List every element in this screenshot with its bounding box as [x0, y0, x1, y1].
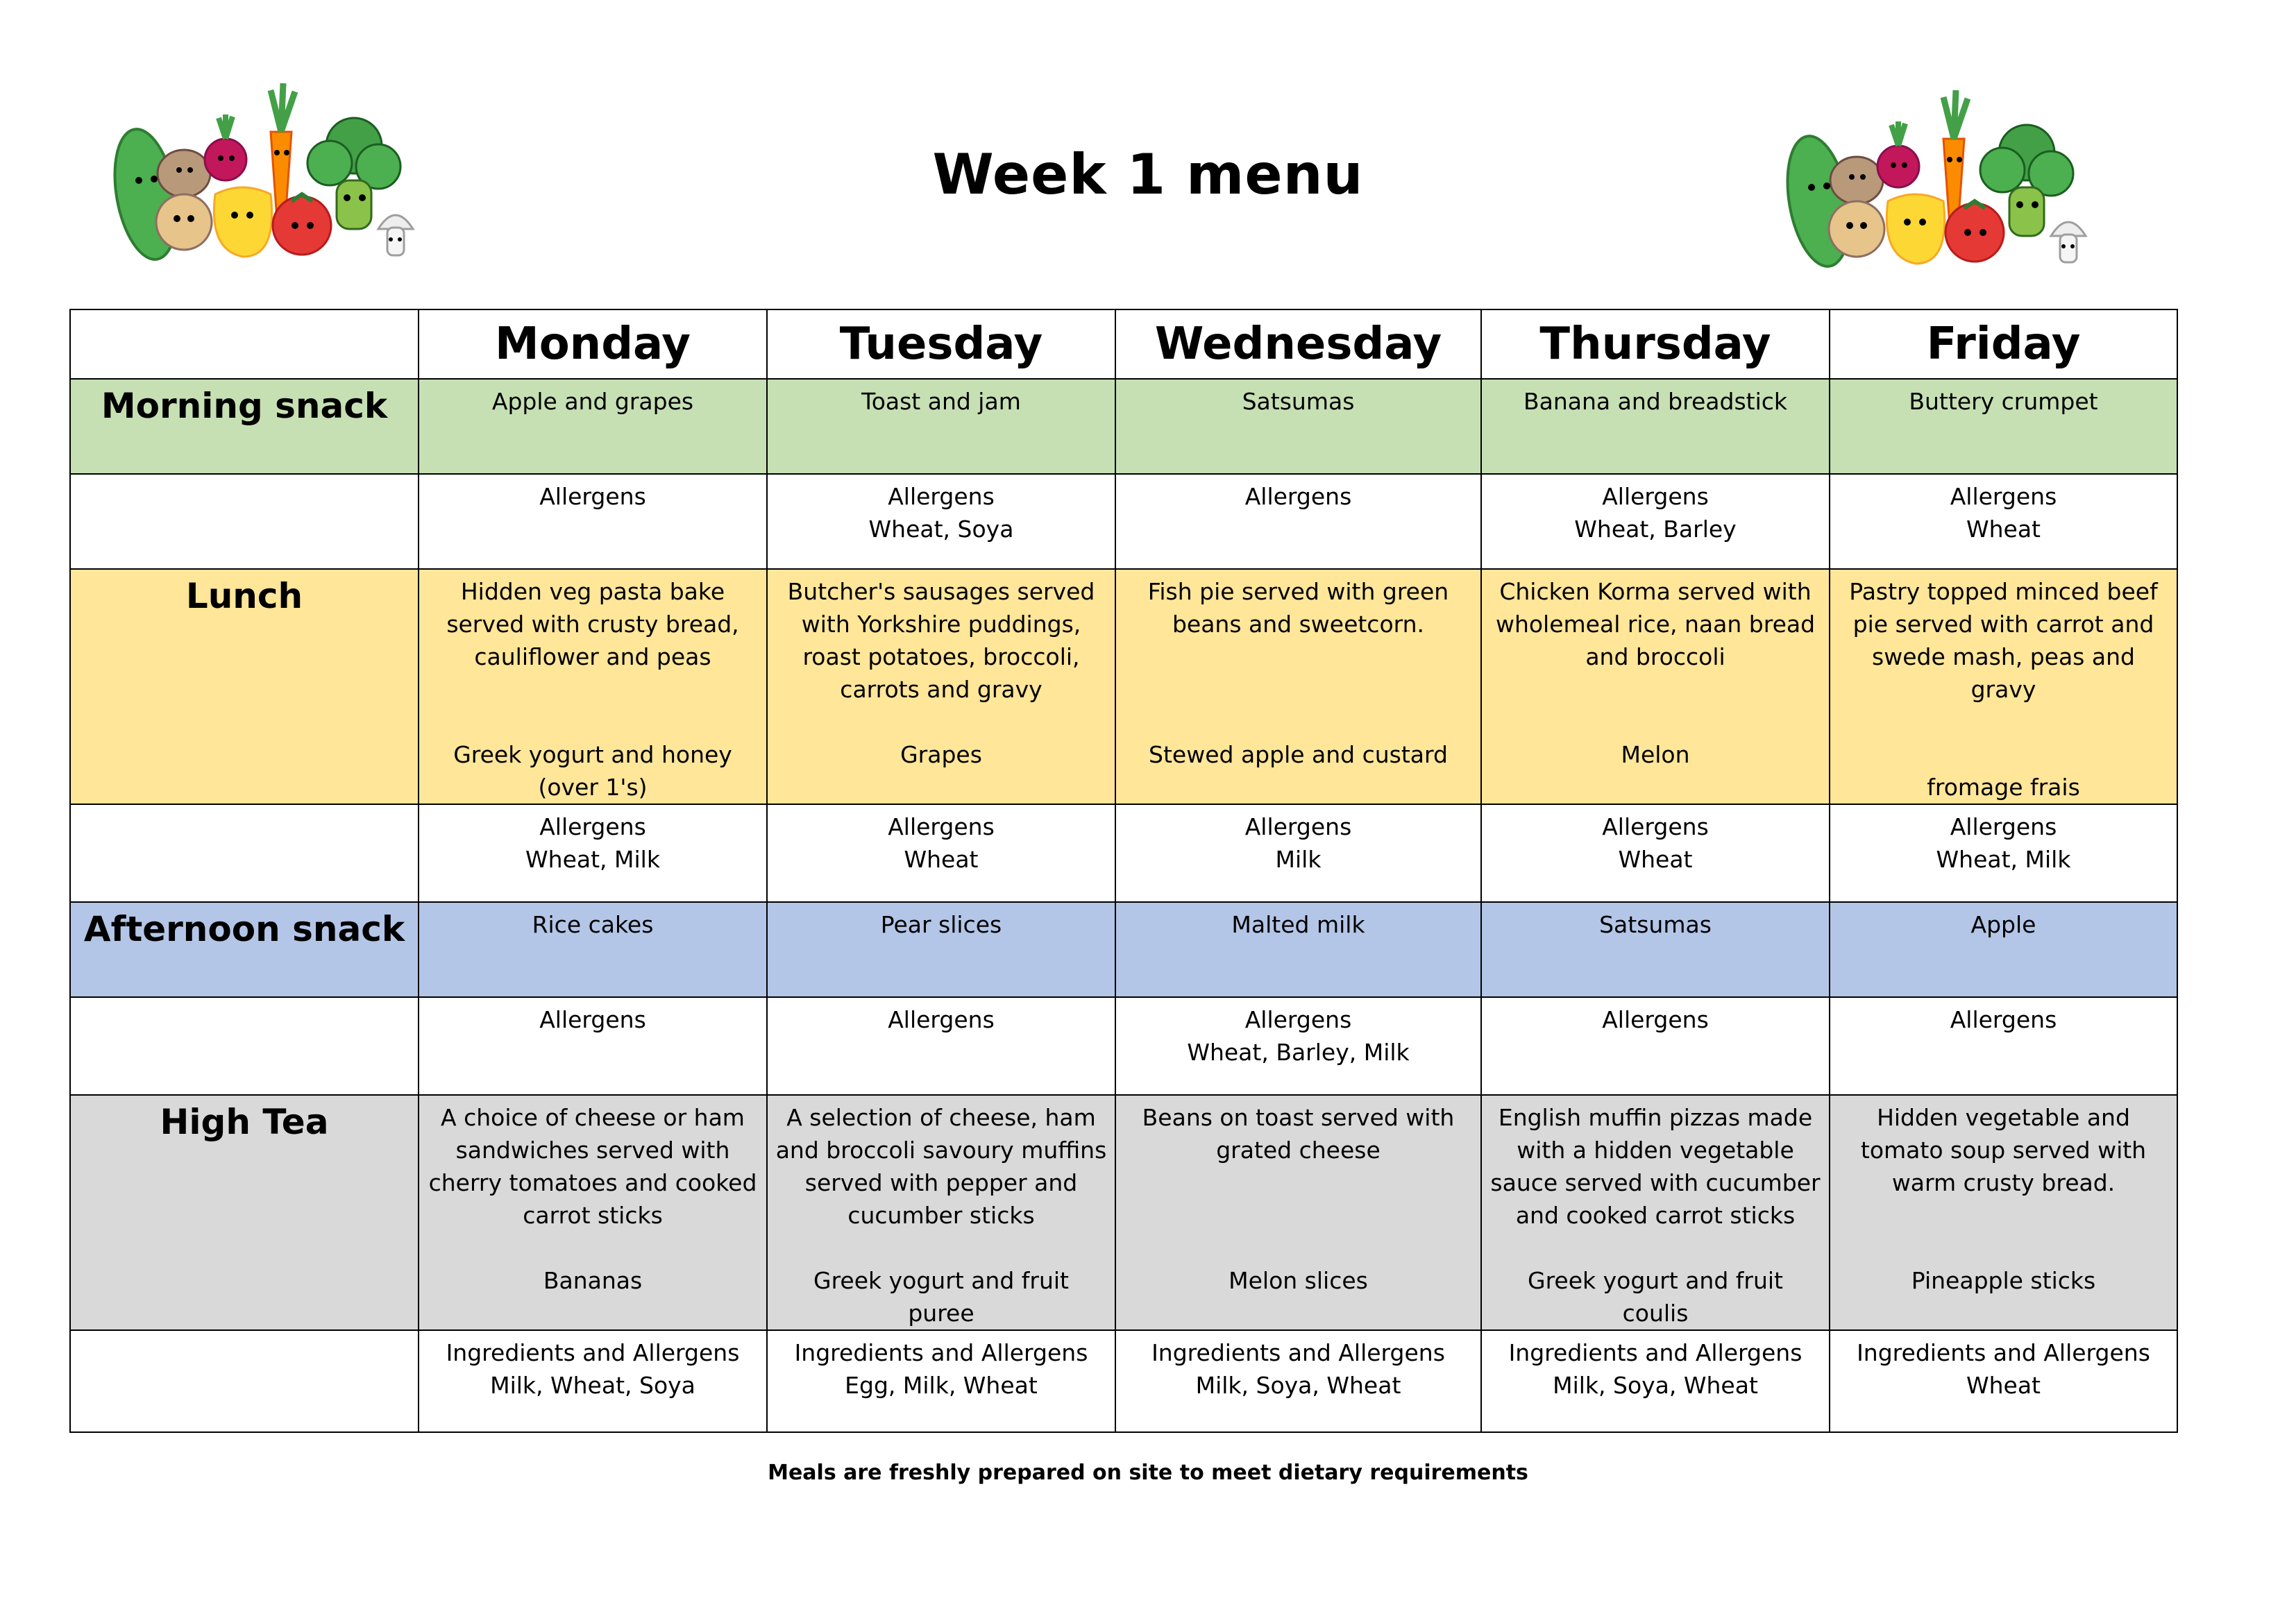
footer-note: Meals are freshly prepared on site to meet dietary requirements [768, 1461, 1528, 1485]
row-label-morning-snack: Morning snack [70, 379, 419, 474]
menu-cell: Beans on toast served with grated cheese Melon slices [1115, 1095, 1481, 1330]
menu-cell: Satsumas [1115, 379, 1481, 474]
allergen-cell: Ingredients and Allergens Milk, Soya, Wheat [1481, 1330, 1830, 1432]
menu-table [69, 309, 2178, 1433]
allergen-cell: Allergens Wheat, Barley, Milk [1115, 997, 1481, 1095]
empty-label-cell [70, 474, 419, 569]
day-header-tuesday: Tuesday [767, 309, 1115, 379]
menu-cell: Pear slices [767, 902, 1115, 997]
menu-cell: English muffin pizzas made with a hidden vegetable sauce served with cucumber and cooked carrot sticks Greek yogurt and fruit coulis [1481, 1095, 1830, 1330]
allergen-cell: Allergens Wheat, Milk [1830, 804, 2177, 902]
day-header-friday: Friday [1830, 309, 2177, 379]
day-header-thursday: Thursday [1481, 309, 1830, 379]
allergen-cell: Allergens Wheat, Barley [1481, 474, 1830, 569]
empty-label-cell [70, 1330, 419, 1432]
row-label-afternoon-snack: Afternoon snack [70, 902, 419, 997]
allergen-cell: Allergens Wheat [1830, 474, 2177, 569]
row-label-high-tea: High Tea [70, 1095, 419, 1330]
day-header-wednesday: Wednesday [1115, 309, 1481, 379]
allergen-cell: Allergens [1830, 997, 2177, 1095]
page-title: Week 1 menu [932, 142, 1364, 207]
allergen-cell: Allergens [419, 474, 767, 569]
menu-cell: Malted milk [1115, 902, 1481, 997]
day-header-monday: Monday [419, 309, 767, 379]
menu-cell: A selection of cheese, ham and broccoli savoury muffins served with pepper and cucumber sticks Greek yogurt and fruit puree [767, 1095, 1115, 1330]
allergen-cell: Allergens Wheat, Milk [419, 804, 767, 902]
menu-cell: Pastry topped minced beef pie served with carrot and swede mash, peas and gravy fromage frais [1830, 569, 2177, 804]
menu-cell: Fish pie served with green beans and sweetcorn. Stewed apple and custard [1115, 569, 1481, 804]
allergen-cell: Allergens Wheat, Soya [767, 474, 1115, 569]
row-label-lunch: Lunch [70, 569, 419, 804]
allergen-cell: Allergens [767, 997, 1115, 1095]
allergen-cell: Allergens [419, 997, 767, 1095]
menu-cell: Rice cakes [419, 902, 767, 997]
allergen-cell: Allergens Wheat [767, 804, 1115, 902]
menu-cell: Hidden veg pasta bake served with crusty bread, cauliflower and peas Greek yogurt and honey (over 1's) [419, 569, 767, 804]
corner-cell [70, 309, 419, 379]
menu-cell: Apple [1830, 902, 2177, 997]
allergen-cell: Ingredients and Allergens Egg, Milk, Wheat [767, 1330, 1115, 1432]
allergen-cell: Allergens [1481, 997, 1830, 1095]
menu-cell: Hidden vegetable and tomato soup served with warm crusty bread. Pineapple sticks [1830, 1095, 2177, 1330]
menu-cell: Satsumas [1481, 902, 1830, 997]
menu-cell: Butcher's sausages served with Yorkshire puddings, roast potatoes, broccoli, carrots and gravy Grapes [767, 569, 1115, 804]
menu-cell: Toast and jam [767, 379, 1115, 474]
allergen-cell: Ingredients and Allergens Milk, Wheat, Soya [419, 1330, 767, 1432]
allergen-cell: Ingredients and Allergens Wheat [1830, 1330, 2177, 1432]
menu-cell: Apple and grapes [419, 379, 767, 474]
allergen-cell: Allergens Milk [1115, 804, 1481, 902]
empty-label-cell [70, 997, 419, 1095]
allergen-cell: Allergens [1115, 474, 1481, 569]
empty-label-cell [70, 804, 419, 902]
menu-cell: Banana and breadstick [1481, 379, 1830, 474]
menu-cell: Chicken Korma served with wholemeal rice, naan bread and broccoli Melon [1481, 569, 1830, 804]
menu-cell: Buttery crumpet [1830, 379, 2177, 474]
allergen-cell: Allergens Wheat [1481, 804, 1830, 902]
allergen-cell: Ingredients and Allergens Milk, Soya, Wheat [1115, 1330, 1481, 1432]
menu-cell: A choice of cheese or ham sandwiches served with cherry tomatoes and cooked carrot sticks Bananas [419, 1095, 767, 1330]
